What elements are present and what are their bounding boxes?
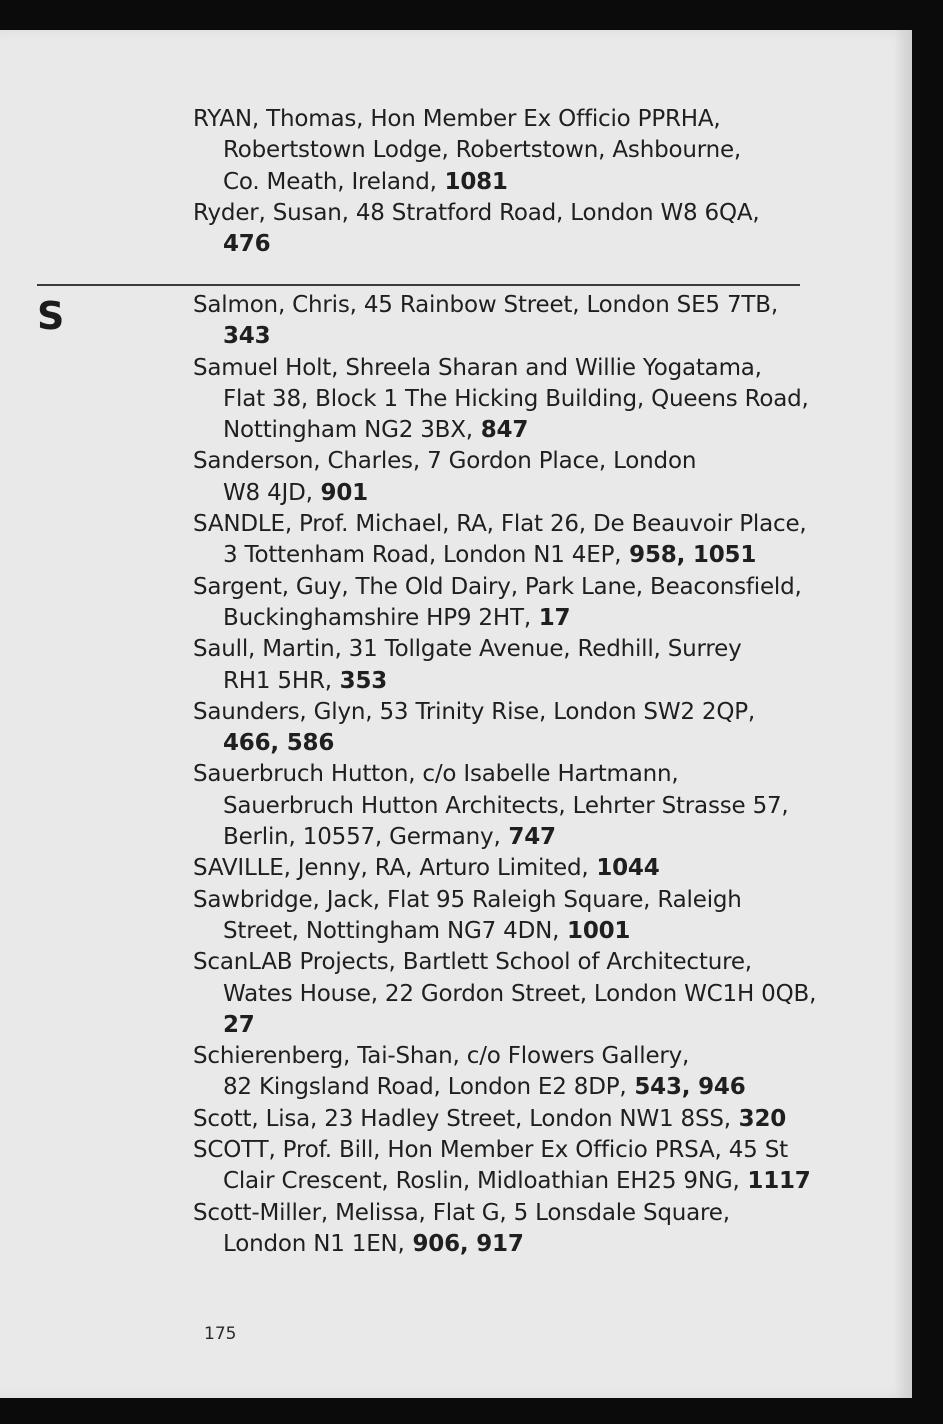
index-entries-r-continued [193, 104, 833, 260]
entry-line [193, 572, 833, 603]
entry-page-numbers: 353 [331, 667, 388, 694]
index-entry [193, 572, 833, 635]
index-entry [193, 1135, 833, 1198]
entry-text: London N1 1EN, [223, 1230, 405, 1257]
index-entry [193, 697, 833, 760]
entry-page-numbers: 27 [223, 1011, 255, 1038]
entry-line [193, 1104, 833, 1135]
entry-text: Sanderson, Charles, 7 Gordon Place, London [193, 448, 697, 475]
index-entry [193, 759, 833, 853]
entry-page-numbers: 476 [223, 231, 271, 258]
entry-text: Sauerbruch Hutton Architects, Lehrter Strasse 57, [223, 792, 789, 819]
entry-text: SCOTT, Prof. Bill, Hon Member Ex Officio PRSA, 45 St [193, 1137, 788, 1164]
entry-text: Salmon, Chris, 45 Rainbow Street, London SE5 7TB, [193, 292, 778, 318]
entry-page-numbers: 466, 586 [223, 730, 335, 757]
entry-text: Schierenberg, Tai-Shan, c/o Flowers Gallery, [193, 1043, 690, 1070]
entry-text: Nottingham NG2 3BX, [223, 417, 473, 444]
entry-text: SANDLE, Prof. Michael, RA, Flat 26, De Beauvoir Place, [193, 511, 807, 538]
index-entries-s [193, 290, 833, 1260]
page-edge-shadow [894, 30, 912, 1398]
entry-text: Saunders, Glyn, 53 Trinity Rise, London SW2 2QP, [193, 698, 756, 725]
entry-text: Clair Crescent, Roslin, Midloathian EH25 9NG, [223, 1168, 740, 1195]
index-entry [193, 1104, 833, 1135]
entry-line [193, 446, 833, 477]
entry-line [193, 603, 833, 634]
entry-text: ScanLAB Projects, Bartlett School of Architecture, [193, 949, 752, 976]
index-entry [193, 198, 833, 261]
entry-line [193, 634, 833, 665]
index-entry [193, 509, 833, 572]
entry-line [193, 822, 833, 853]
entry-line [193, 167, 833, 198]
entry-text: Buckinghamshire HP9 2HT, [223, 604, 531, 631]
entry-text: Wates House, 22 Gordon Street, London WC1H 0QB, [223, 980, 817, 1007]
entry-line [193, 1166, 833, 1197]
index-entry [193, 885, 833, 948]
page-number: 175 [204, 1324, 237, 1344]
entry-text: Sargent, Guy, The Old Dairy, Park Lane, Beaconsfield, [193, 573, 802, 600]
entry-page-numbers: 847 [472, 417, 529, 444]
index-entry [193, 1041, 833, 1104]
entry-text: Robertstown Lodge, Robertstown, Ashbourne, [223, 137, 742, 164]
entry-line [193, 540, 833, 571]
entry-line [193, 104, 833, 135]
entry-text: 3 Tottenham Road, London N1 4EP, [223, 542, 622, 569]
entry-line [193, 1010, 833, 1041]
index-entry [193, 353, 833, 447]
entry-page-numbers: 958, 1051 [621, 542, 757, 569]
entry-page-numbers: 747 [500, 824, 556, 851]
entry-text: Samuel Holt, Shreela Sharan and Willie Yogatama, [193, 354, 762, 381]
entry-line [193, 135, 833, 166]
entry-page-numbers: 1117 [739, 1168, 811, 1195]
entry-text: Co. Meath, Ireland, [223, 168, 437, 195]
entry-text: RH1 5HR, [223, 667, 332, 694]
entry-line [193, 666, 833, 697]
entry-line [193, 384, 833, 415]
entry-line [193, 885, 833, 916]
entry-text: Sawbridge, Jack, Flat 95 Raleigh Square, Raleigh [193, 886, 742, 913]
entry-line [193, 1135, 833, 1166]
entry-line [193, 509, 833, 540]
entry-page-numbers: 901 [312, 479, 368, 506]
entry-page-numbers: 1001 [559, 917, 631, 944]
entry-text: SAVILLE, Jenny, RA, Arturo Limited, [193, 855, 589, 882]
entry-line [193, 229, 833, 260]
entry-text: 82 Kingsland Road, London E2 8DP, [223, 1074, 627, 1101]
index-entry [193, 446, 833, 509]
entry-line [193, 1198, 833, 1229]
entry-page-numbers: 1044 [588, 855, 660, 882]
entry-line [193, 916, 833, 947]
index-entry [193, 290, 833, 353]
entry-text: Saull, Martin, 31 Tollgate Avenue, Redhill, Surrey [193, 636, 742, 663]
entry-text: Sauerbruch Hutton, c/o Isabelle Hartmann, [193, 761, 679, 788]
entry-line [193, 1041, 833, 1072]
index-entry [193, 634, 833, 697]
section-divider [37, 284, 800, 286]
entry-page-numbers: 543, 946 [626, 1074, 746, 1101]
entry-text: W8 4JD, [223, 479, 313, 506]
entry-line [193, 979, 833, 1010]
entry-text: RYAN, Thomas, Hon Member Ex Officio PPRHA, [193, 106, 721, 132]
section-letter: S [37, 294, 65, 338]
entry-line [193, 415, 833, 446]
index-entry [193, 1198, 833, 1261]
entry-text: Street, Nottingham NG7 4DN, [223, 917, 560, 944]
entry-line [193, 1229, 833, 1260]
entry-line [193, 697, 833, 728]
index-entry [193, 947, 833, 1041]
index-entry [193, 104, 833, 198]
entry-text: Berlin, 10557, Germany, [223, 824, 501, 851]
entry-line [193, 853, 833, 884]
entry-text: Flat 38, Block 1 The Hicking Building, Queens Road, [223, 385, 809, 412]
entry-page-numbers: 320 [730, 1105, 787, 1132]
entry-text: Scott-Miller, Melissa, Flat G, 5 Lonsdale Square, [193, 1199, 730, 1226]
entry-text: Ryder, Susan, 48 Stratford Road, London W8 6QA, [193, 199, 760, 226]
entry-page-numbers: 343 [223, 323, 271, 350]
entry-line [193, 759, 833, 790]
entry-text: Scott, Lisa, 23 Hadley Street, London NW1 8SS, [193, 1105, 731, 1132]
entry-page-numbers: 1081 [436, 168, 508, 195]
index-entry [193, 853, 833, 884]
entry-page-numbers: 17 [530, 604, 571, 631]
entry-line [193, 728, 833, 759]
entry-line [193, 290, 833, 321]
entry-line [193, 321, 833, 352]
entry-line [193, 478, 833, 509]
index-page [0, 30, 912, 1398]
entry-line [193, 1072, 833, 1103]
entry-line [193, 947, 833, 978]
entry-page-numbers: 906, 917 [404, 1230, 524, 1257]
entry-line [193, 791, 833, 822]
entry-line [193, 353, 833, 384]
entry-line [193, 198, 833, 229]
